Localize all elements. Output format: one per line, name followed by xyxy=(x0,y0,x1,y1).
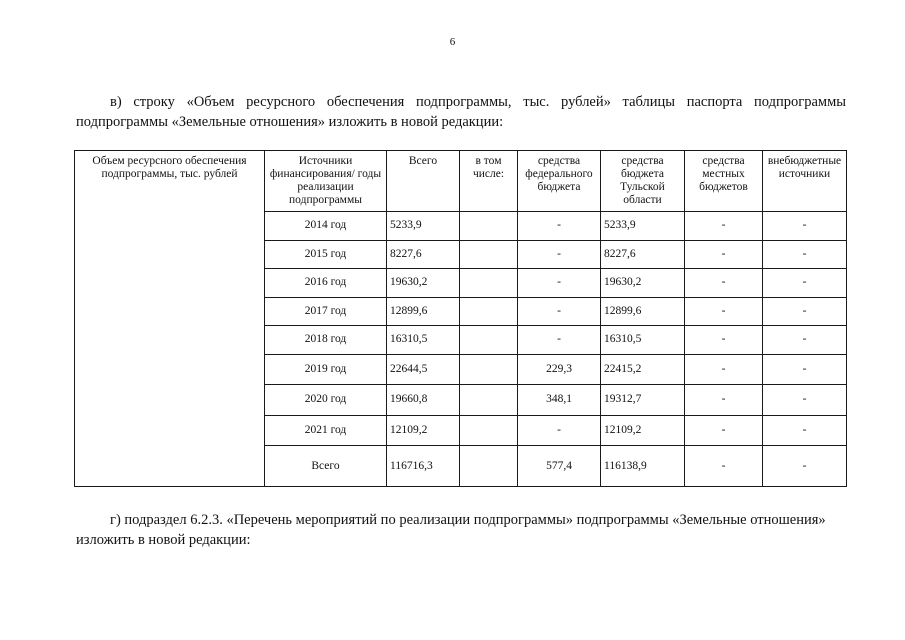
extra-cell: - xyxy=(763,212,847,241)
federal-cell: - xyxy=(518,269,601,298)
local-cell: - xyxy=(685,446,763,487)
local-cell: - xyxy=(685,354,763,385)
extra-cell: - xyxy=(763,269,847,298)
extra-cell: - xyxy=(763,354,847,385)
regional-cell: 116138,9 xyxy=(601,446,685,487)
col-header-total: Всего xyxy=(387,151,460,212)
total-cell: 12109,2 xyxy=(387,415,460,446)
local-cell: - xyxy=(685,385,763,416)
row-label-cell: 2014 год xyxy=(265,212,387,241)
total-cell: 19630,2 xyxy=(387,269,460,298)
paragraph-v: в) строку «Объем ресурсного обеспечения подпрограммы, тыс. рублей» таблицы паспорта подпрограммы подпрограммы «Земельные отношения» изложить в новой редакции: xyxy=(76,94,846,130)
total-cell: 22644,5 xyxy=(387,354,460,385)
total-cell: 5233,9 xyxy=(387,212,460,241)
col-header-regional: средства бюджета Тульской области xyxy=(601,151,685,212)
extra-cell: - xyxy=(763,297,847,326)
row-label-cell: 2015 год xyxy=(265,240,387,269)
including-cell xyxy=(460,415,518,446)
federal-cell: 348,1 xyxy=(518,385,601,416)
regional-cell: 19630,2 xyxy=(601,269,685,298)
regional-cell: 12109,2 xyxy=(601,415,685,446)
extra-cell: - xyxy=(763,385,847,416)
including-cell xyxy=(460,354,518,385)
resource-table xyxy=(74,150,847,487)
regional-cell: 8227,6 xyxy=(601,240,685,269)
row-label-cell: 2018 год xyxy=(265,326,387,355)
total-cell: 19660,8 xyxy=(387,385,460,416)
federal-cell: - xyxy=(518,240,601,269)
including-cell xyxy=(460,269,518,298)
federal-cell: - xyxy=(518,326,601,355)
including-cell xyxy=(460,297,518,326)
row-label-cell: 2016 год xyxy=(265,269,387,298)
total-cell: 16310,5 xyxy=(387,326,460,355)
paragraph-g: г) подраздел 6.2.3. «Перечень мероприятий по реализации подпрограммы» подпрограммы «Земельные отношения» изложить в новой редакции: xyxy=(76,512,826,548)
total-cell: 116716,3 xyxy=(387,446,460,487)
including-cell xyxy=(460,240,518,269)
row-label-cell: 2019 год xyxy=(265,354,387,385)
extra-cell: - xyxy=(763,326,847,355)
local-cell: - xyxy=(685,297,763,326)
local-cell: - xyxy=(685,415,763,446)
including-cell xyxy=(460,326,518,355)
row-label-cell: 2017 год xyxy=(265,297,387,326)
col-header-local: средства местных бюджетов xyxy=(685,151,763,212)
col-header-including: в том числе: xyxy=(460,151,518,212)
including-cell xyxy=(460,446,518,487)
extra-cell: - xyxy=(763,446,847,487)
local-cell: - xyxy=(685,240,763,269)
regional-cell: 19312,7 xyxy=(601,385,685,416)
federal-cell: 229,3 xyxy=(518,354,601,385)
extra-cell: - xyxy=(763,240,847,269)
table-header-row xyxy=(75,151,847,212)
row-label-cell: Всего xyxy=(265,446,387,487)
col-header-extrabudget: внебюджетные источники xyxy=(763,151,847,212)
including-cell xyxy=(460,212,518,241)
federal-cell: 577,4 xyxy=(518,446,601,487)
regional-cell: 5233,9 xyxy=(601,212,685,241)
local-cell: - xyxy=(685,269,763,298)
row-header-cell: Объем ресурсного обеспечения подпрограммы, тыс. рублей xyxy=(75,151,265,487)
page-number: 6 xyxy=(449,36,456,48)
federal-cell: - xyxy=(518,212,601,241)
total-cell: 12899,6 xyxy=(387,297,460,326)
including-cell xyxy=(460,385,518,416)
col-header-federal: средства федерального бюджета xyxy=(518,151,601,212)
federal-cell: - xyxy=(518,297,601,326)
row-label-cell: 2020 год xyxy=(265,385,387,416)
regional-cell: 16310,5 xyxy=(601,326,685,355)
regional-cell: 22415,2 xyxy=(601,354,685,385)
total-cell: 8227,6 xyxy=(387,240,460,269)
local-cell: - xyxy=(685,326,763,355)
row-label-cell: 2021 год xyxy=(265,415,387,446)
col-header-sources: Источники финансирования/ годы реализации подпрограммы xyxy=(265,151,387,212)
regional-cell: 12899,6 xyxy=(601,297,685,326)
extra-cell: - xyxy=(763,415,847,446)
local-cell: - xyxy=(685,212,763,241)
federal-cell: - xyxy=(518,415,601,446)
